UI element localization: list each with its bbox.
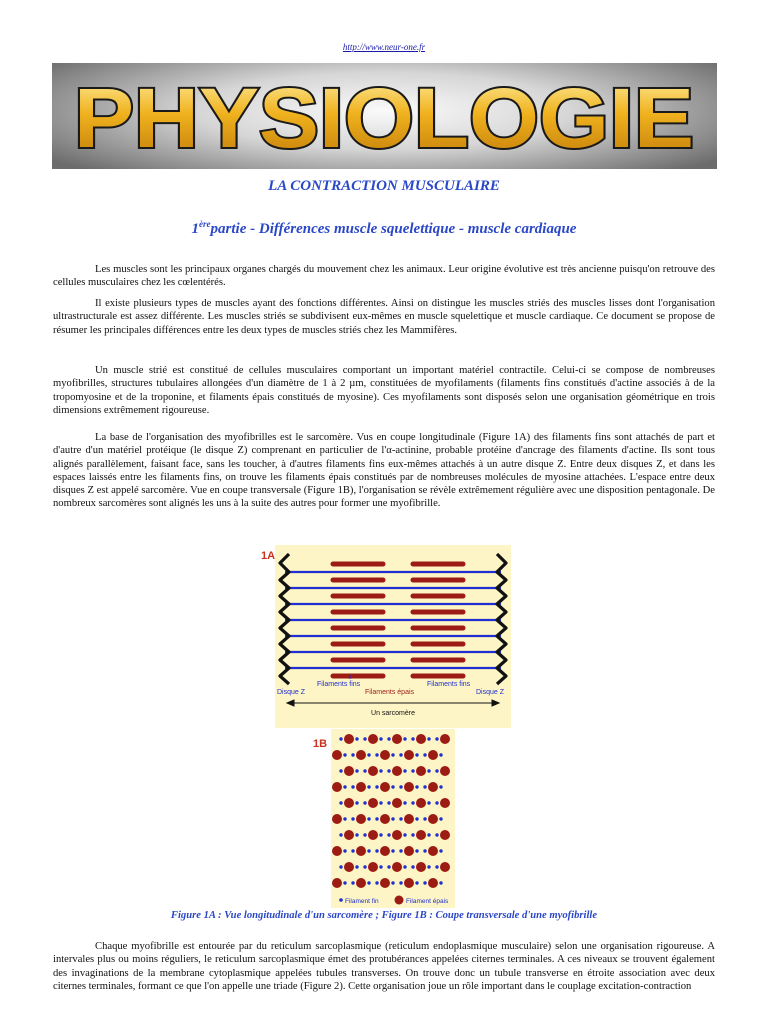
thick-filament-section: [368, 862, 378, 872]
thin-filament-section: [391, 753, 394, 756]
thin-filament-section: [379, 737, 382, 740]
thin-filament-section: [415, 817, 418, 820]
thin-filament-section: [339, 801, 342, 804]
thick-filament-section: [380, 846, 390, 856]
thick-filament-section: [332, 846, 342, 856]
thick-filament-section: [344, 798, 354, 808]
legend-epais-label: Filament épais: [406, 898, 449, 905]
legend-fin-marker: [339, 898, 343, 902]
thick-filament-section: [416, 766, 426, 776]
legend-epais-marker: [395, 896, 404, 905]
thick-filament-section: [440, 734, 450, 744]
thick-filament-section: [428, 814, 438, 824]
thin-filament-section: [435, 833, 438, 836]
thick-filament-section: [440, 798, 450, 808]
thick-filament-section: [368, 830, 378, 840]
figure-caption: Figure 1A : Vue longitudinale d'un sarcomère ; Figure 1B : Coupe transversale d'une myofibrille: [170, 910, 598, 921]
thick-filament-section: [428, 750, 438, 760]
thick-filament-section: [380, 750, 390, 760]
thin-filament-section: [391, 785, 394, 788]
thin-filament-section: [367, 785, 370, 788]
thick-filament-section: [356, 782, 366, 792]
thick-filament-section: [332, 750, 342, 760]
thick-filament-section: [380, 878, 390, 888]
thin-filament-section: [363, 769, 366, 772]
thick-filament-section: [356, 750, 366, 760]
thin-filament-section: [363, 865, 366, 868]
cross-section-dots: [332, 734, 450, 888]
thin-filament-section: [387, 865, 390, 868]
thin-filament-section: [367, 753, 370, 756]
thin-filament-section: [403, 769, 406, 772]
thin-filament-section: [391, 881, 394, 884]
thin-filament-section: [415, 785, 418, 788]
thick-filament-section: [428, 878, 438, 888]
thin-filament-section: [343, 817, 346, 820]
thin-filament-section: [399, 849, 402, 852]
thin-filament-section: [399, 753, 402, 756]
subtitle-ordinal: 1: [191, 221, 200, 237]
thick-filament-section: [404, 846, 414, 856]
thin-filament-section: [403, 737, 406, 740]
thick-filament-section: [380, 782, 390, 792]
thin-filament-section: [427, 737, 430, 740]
thick-filament-section: [440, 766, 450, 776]
thick-filament-section: [392, 798, 402, 808]
filaments-fins-right-label: Filaments fins: [427, 681, 471, 688]
physiologie-banner: [52, 63, 717, 169]
z-disc-right: [497, 554, 506, 684]
thin-filament-section: [379, 865, 382, 868]
thin-filament-section: [403, 833, 406, 836]
thin-filament-section: [435, 769, 438, 772]
thick-filament-section: [356, 814, 366, 824]
thin-filament-section: [367, 817, 370, 820]
thin-filament-section: [363, 737, 366, 740]
thin-filament-section: [355, 801, 358, 804]
thin-filament-section: [403, 801, 406, 804]
thin-filament-section: [339, 769, 342, 772]
thin-filament-section: [375, 753, 378, 756]
subtitle-text: partie - Différences muscle squelettique - muscle cardiaque: [210, 221, 577, 237]
thin-filament-section: [435, 737, 438, 740]
thick-filament-section: [392, 862, 402, 872]
sarcomere-arrow: [287, 700, 499, 706]
thin-filament-section: [411, 769, 414, 772]
document-title: LA CONTRACTION MUSCULAIRE: [268, 178, 500, 194]
thin-filament-section: [439, 785, 442, 788]
thin-filament-section: [423, 817, 426, 820]
paragraph-3: Un muscle strié est constitué de cellules musculaires comportant un important matériel contractile. Celui-ci se compose de nombreuses myofibrilles, structures tubulaires allongées d'un diamètre de 1 à 2 µm, constituées de myofilaments (filaments fins constitués d'actine associés à de la tropomyosine et de la troponine, et filaments épais constitués de myosine). Ces myofilaments sont disposés selon une organisation géométrique en trois dimensions extrêmement rigoureuse.: [53, 365, 715, 416]
thin-filaments: [285, 572, 501, 668]
thin-filament-section: [415, 881, 418, 884]
figure-1b: [313, 729, 455, 908]
thin-filament-section: [423, 849, 426, 852]
thin-filament-section: [387, 801, 390, 804]
thick-filament-section: [344, 830, 354, 840]
thin-filament-section: [379, 801, 382, 804]
thin-filament-section: [363, 801, 366, 804]
thin-filament-section: [427, 769, 430, 772]
document-subtitle: [0, 219, 768, 238]
disque-z-left-label: Disque Z: [277, 689, 306, 696]
thin-filament-section: [375, 881, 378, 884]
thick-filament-section: [344, 862, 354, 872]
thick-filament-section: [368, 766, 378, 776]
thick-filament-section: [332, 814, 342, 824]
thin-filament-section: [391, 817, 394, 820]
thin-filament-section: [367, 881, 370, 884]
filaments-epais-label: Filaments épais: [365, 689, 415, 696]
figure-1a-label: 1A: [261, 550, 276, 562]
thin-filament-section: [351, 785, 354, 788]
thin-filament-section: [427, 801, 430, 804]
thick-filament-section: [404, 782, 414, 792]
subtitle-superscript: ère: [199, 219, 211, 229]
thin-filament-section: [351, 817, 354, 820]
thin-filament-section: [411, 737, 414, 740]
thin-filament-section: [375, 817, 378, 820]
z-disc-left: [280, 554, 289, 684]
header-url[interactable]: http://www.neur-one.fr: [342, 42, 426, 52]
thin-filament-section: [427, 833, 430, 836]
thin-filament-section: [415, 753, 418, 756]
thin-filament-section: [355, 737, 358, 740]
thick-filament-section: [428, 846, 438, 856]
thick-filament-section: [416, 830, 426, 840]
thin-filament-section: [343, 849, 346, 852]
thin-filament-section: [363, 833, 366, 836]
thin-filament-section: [355, 865, 358, 868]
thick-filament-section: [416, 798, 426, 808]
thin-filament-section: [339, 865, 342, 868]
thin-filament-section: [375, 785, 378, 788]
thin-filament-section: [399, 881, 402, 884]
thin-filament-section: [415, 849, 418, 852]
thick-filament-section: [416, 734, 426, 744]
thick-filament-section: [392, 766, 402, 776]
thick-filament-section: [440, 862, 450, 872]
thin-filament-section: [387, 737, 390, 740]
thin-filament-section: [339, 833, 342, 836]
thick-filament-section: [344, 734, 354, 744]
thin-filament-section: [399, 817, 402, 820]
sarcomere-label: Un sarcomère: [371, 710, 415, 717]
thick-filament-section: [332, 782, 342, 792]
thin-filament-section: [427, 865, 430, 868]
thin-filament-section: [411, 865, 414, 868]
thin-filament-section: [439, 817, 442, 820]
thick-filament-section: [404, 878, 414, 888]
thin-filament-section: [435, 865, 438, 868]
thin-filament-section: [435, 801, 438, 804]
paragraph-2: Il existe plusieurs types de muscles ayant des fonctions différentes. Ainsi on distingue les muscles striés des muscles lisses dont l'organisation ultrastructurale est assez différente. Les muscles striés se subdivisent eux-mêmes en muscle squelettique et muscle cardiaque. Ce document se propose de résumer les principales différences entre les deux types de muscles striés chez les Mammifères.: [53, 298, 715, 336]
thick-filament-section: [368, 798, 378, 808]
thin-filament-section: [439, 849, 442, 852]
thick-filament-section: [332, 878, 342, 888]
paragraph-1: Les muscles sont les principaux organes chargés du mouvement chez les animaux. Leur origine évolutive est très ancienne puisqu'on retrouve des cellules musculaires chez les cœlentérés.: [53, 264, 715, 289]
thin-filament-section: [391, 849, 394, 852]
thick-filament-section: [356, 846, 366, 856]
thin-filament-section: [411, 833, 414, 836]
paragraph-5: Chaque myofibrille est entourée par du reticulum sarcoplasmique (reticulum endoplasmique musculaire) selon une organisation rigoureuse. A intervales plus ou moins réguliers, le reticulum sarcoplasmique émet des protubérances appelées citernes terminales. A ces niveaux se trouvent également des invaginations de la membrane cytoplasmique appelées tubules transverses. On trouve donc un tubule transverse en étroite association avec deux citernes terminales, formant ce que l'on appelle une triade (Figure 2). Cette organisation joue un rôle important dans le couplage excitation-contraction: [53, 941, 715, 992]
thin-filament-section: [355, 833, 358, 836]
figure-1b-label: 1B: [313, 738, 328, 750]
thin-filament-section: [439, 881, 442, 884]
legend-fin-label: Filament fin: [345, 898, 379, 905]
thick-filament-section: [344, 766, 354, 776]
thin-filament-section: [379, 833, 382, 836]
thin-filament-section: [351, 753, 354, 756]
thick-filament-section: [392, 830, 402, 840]
paragraph-4: La base de l'organisation des myofibrilles est le sarcomère. Vus en coupe longitudinale (Figure 1A) des filaments fins sont attachés de part et d'autre d'un matériel protéique (le disque Z) comprenant en particulier de l'α-actinine, probable protéine d'ancrage des filaments d'actine. Ils sont tous alignés parallèlement, faisant face, sans les toucher, à d'autres filaments fins eux-mêmes attachés à un autre disque Z. Entre deux disques Z, et dans les espaces laissés entre les filaments fins, on trouve les filaments épais constitués par de nombreuses molécules de myosine attachées. L'espace entre deux disques Z est appelé sarcomère. Vue en coupe transversale (Figure 1B), l'organisation se révèle extrêmement régulière avec une disposition pentagonale. De nombreux sarcomères sont alignés les uns à la suite des autres pour former une myofibrille.: [53, 432, 715, 510]
thin-filament-section: [367, 849, 370, 852]
thin-filament-section: [439, 753, 442, 756]
thin-filament-section: [351, 881, 354, 884]
thin-filament-section: [403, 865, 406, 868]
thin-filament-section: [387, 769, 390, 772]
thin-filament-section: [355, 769, 358, 772]
thin-filament-section: [423, 881, 426, 884]
thin-filament-section: [387, 833, 390, 836]
thin-filament-section: [423, 753, 426, 756]
thin-filament-section: [351, 849, 354, 852]
thick-filament-section: [356, 878, 366, 888]
thin-filament-section: [343, 881, 346, 884]
thin-filament-section: [411, 801, 414, 804]
thin-filament-section: [399, 785, 402, 788]
figure-1a: [261, 545, 511, 728]
thick-filament-section: [392, 734, 402, 744]
thin-filament-section: [343, 785, 346, 788]
thin-filament-section: [339, 737, 342, 740]
disque-z-right-label: Disque Z: [476, 689, 505, 696]
thin-filament-section: [423, 785, 426, 788]
thick-filament-section: [380, 814, 390, 824]
thick-filament-section: [404, 814, 414, 824]
thin-filament-section: [375, 849, 378, 852]
thick-filament-section: [404, 750, 414, 760]
thin-filament-section: [343, 753, 346, 756]
filaments-fins-left-label: Filaments fins: [317, 681, 361, 688]
thick-filament-section: [440, 830, 450, 840]
thick-filament-section: [416, 862, 426, 872]
thick-filament-section: [368, 734, 378, 744]
thin-filament-section: [379, 769, 382, 772]
thick-filament-section: [428, 782, 438, 792]
banner-title: PHYSIOLOGIE: [74, 71, 694, 165]
